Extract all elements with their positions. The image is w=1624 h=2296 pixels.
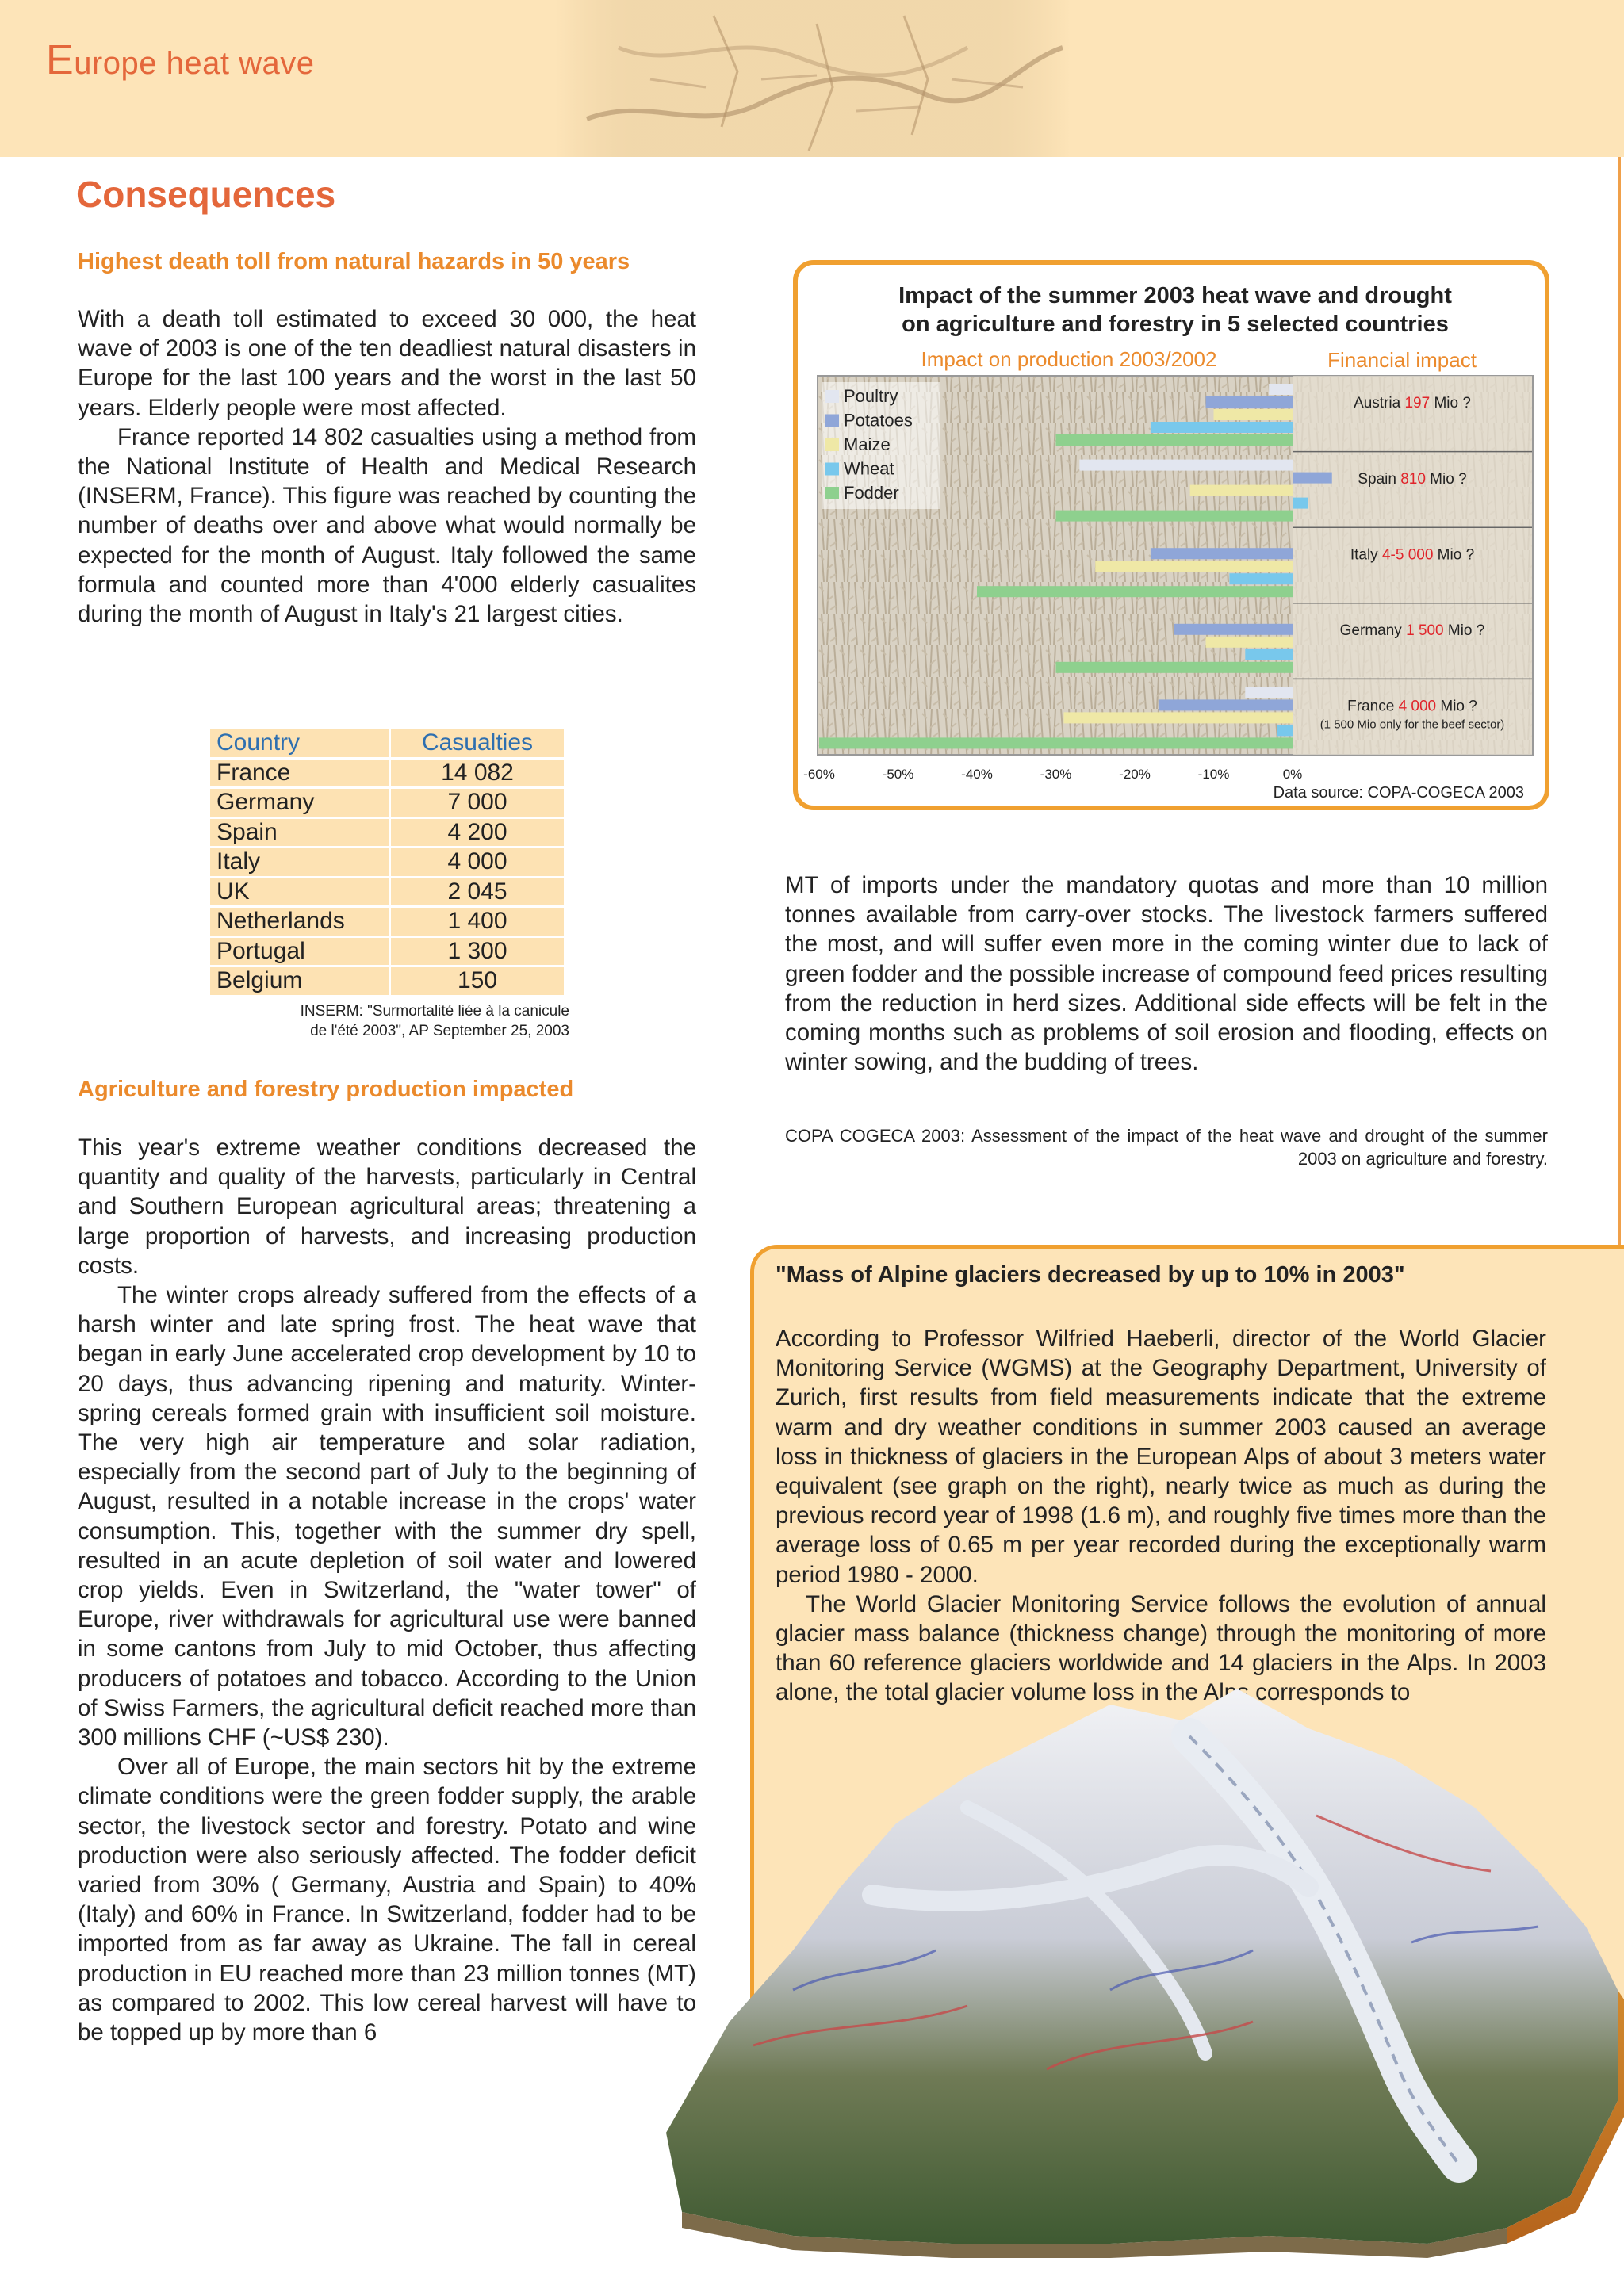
source-line: de l'été 2003", AP September 25, 2003 <box>310 1023 569 1039</box>
country-cell: France <box>210 760 389 787</box>
source-line: INSERM: "Surmortalité liée à la canicule <box>300 1003 569 1020</box>
financial-value: 4 000 <box>1398 698 1437 715</box>
header-title-rest: urope heat wave <box>74 46 315 81</box>
table-row <box>210 760 564 787</box>
x-tick-label: 0% <box>1282 767 1303 782</box>
legend-swatch-fodder <box>825 487 839 499</box>
x-tick-label: -30% <box>1040 767 1072 782</box>
agriculture-impact-chart <box>793 260 1549 810</box>
bar-potatoes-germany <box>1174 624 1293 635</box>
legend-swatch-poultry <box>825 390 839 403</box>
table-source-note <box>238 1001 569 1041</box>
section-agriculture-text <box>78 1133 696 2047</box>
bar-maize-germany <box>1206 637 1293 648</box>
chart-canvas <box>798 265 1545 806</box>
legend <box>822 382 940 509</box>
financial-country: Austria <box>1354 395 1405 412</box>
table-row <box>210 908 564 936</box>
financial-unit: Mio ? <box>1425 470 1467 488</box>
bar-fodder-france <box>819 737 1293 748</box>
bar-maize-italy <box>1095 561 1293 572</box>
casualties-cell: 1 400 <box>391 908 564 936</box>
bar-potatoes-france <box>1159 699 1293 710</box>
country-cell: Portugal <box>210 938 389 966</box>
table-header-row <box>210 729 564 757</box>
chart-subtitle-financial: Financial impact <box>1327 348 1477 372</box>
bar-potatoes-italy <box>1151 548 1293 559</box>
bar-poultry-france <box>1245 687 1293 698</box>
bar-potatoes-austria <box>1206 396 1293 408</box>
bar-wheat-germany <box>1245 649 1293 660</box>
financial-country: Italy <box>1350 546 1382 564</box>
bar-fodder-italy <box>977 586 1293 597</box>
legend-label-potatoes: Potatoes <box>844 410 913 430</box>
x-tick-label: -50% <box>882 767 914 782</box>
page-title: Consequences <box>76 174 336 215</box>
legend-swatch-maize <box>825 438 839 451</box>
section-heading-death-toll: Highest death toll from natural hazards in 50 years <box>78 249 630 274</box>
legend-label-wheat: Wheat <box>844 458 894 479</box>
financial-country: France <box>1347 698 1399 715</box>
paragraph: The winter crops already suffered from the effects of a harsh winter and late spring frost. The heat wave that began in early June accelerated crop development by 10 to 20 days, thus advancing ripening and maturity. Winter-spring cereals formed grain with insufficient soil moisture. The very high air temperature and solar radiation, especially from the second part of July to the beginning of August, resulted in a notable increase in the crops' water consumption. This, together with the summer dry spell, resulted in an acute depletion of soil water and lowered crop yields. Even in Switzerland, the "water tower" of Europe, river withdrawals for agricultural use were banned in some cantons from July to mid October, thus affecting producers of potatoes and tobacco. According to the Union of Swiss Farmers, the agricultural deficit reached more than 300 millions CHF (~US$ 230). <box>78 1282 696 1751</box>
legend-swatch-potatoes <box>825 415 839 427</box>
table-row <box>210 848 564 876</box>
bar-wheat-austria <box>1151 422 1293 433</box>
right-edge-rule <box>1618 157 1621 1251</box>
chart-title-line2: on agriculture and forestry in 5 selected countries <box>902 312 1449 337</box>
paragraph: This year's extreme weather conditions decreased the quantity and quality of the harvests, particularly in Central and Southern European agricultural areas; threatening a large proportion of harvests, and increasing production costs. <box>78 1135 696 1279</box>
table-row <box>210 938 564 966</box>
chart-title-line1: Impact of the summer 2003 heat wave and drought <box>898 283 1452 308</box>
copa-reference: COPA COGECA 2003: Assessment of the impact of the heat wave and drought of the summer 2003 on agriculture and forestry. <box>785 1126 1548 1169</box>
financial-note: (1 500 Mio only for the beef sector) <box>1320 718 1505 732</box>
casualties-cell: 2 045 <box>391 878 564 906</box>
legend-label-poultry: Poultry <box>844 386 898 406</box>
x-tick-label: -10% <box>1197 767 1230 782</box>
table-row <box>210 789 564 817</box>
country-cell: Germany <box>210 789 389 817</box>
x-axis-ticks <box>803 767 1302 782</box>
country-cell: Belgium <box>210 967 389 995</box>
section-death-toll-text <box>78 304 696 629</box>
bar-potatoes-spain <box>1293 473 1332 484</box>
table-row <box>210 878 564 906</box>
section-heading-agriculture: Agriculture and forestry production impacted <box>78 1077 574 1102</box>
chart-subtitle-production: Impact on production 2003/2002 <box>921 347 1217 371</box>
financial-label-austria <box>1354 395 1471 411</box>
x-tick-label: -60% <box>803 767 835 782</box>
financial-label-italy <box>1350 546 1474 563</box>
glacier-text <box>776 1324 1546 1708</box>
paragraph: According to Professor Wilfried Haeberli, director of the World Glacier Monitoring Service (WGMS) at the Geography Department, University of Zurich, first results from field measurements indicate that the extreme warm and dry weather conditions in summer 2003 caused an average loss in thickness of glaciers in the European Alps of about 3 meters water equivalent (see graph on the right), nearly twice as much as during the previous record year of 1998 (1.6 m), and roughly five times more than the average loss of 0.65 m per year recorded during the exceptionally warm period 1980 - 2000. <box>776 1326 1546 1588</box>
bar-poultry-spain <box>1079 460 1293 471</box>
bar-fodder-germany <box>1056 662 1293 673</box>
financial-value: 1 500 <box>1406 622 1444 639</box>
financial-country: Germany <box>1339 622 1407 639</box>
aletsch-glacier-3d-image <box>634 1689 1624 2260</box>
section-agriculture-continued <box>785 871 1548 1077</box>
column-header-casualties: Casualties <box>391 729 564 757</box>
paragraph: Over all of Europe, the main sectors hit by the extreme climate conditions were the green fodder supply, the arable sector, the livestock sector and forestry. Potato and wine production were also seriously affected. The fodder deficit varied from 30% ( Germany, Austria and Spain) to 40% (Italy) and 60% in France. In Switzerland, fodder had to be imported from as far away as Ukraine. The fall in cereal production in EU reached more than 23 million tonnes (MT) as compared to 2002. This low cereal harvest will have to be topped up by more than 6 <box>78 1754 696 2046</box>
table-row <box>210 819 564 847</box>
legend-label-fodder: Fodder <box>844 483 899 503</box>
bar-poultry-austria <box>1269 384 1293 395</box>
financial-value: 197 <box>1404 395 1431 412</box>
x-tick-label: -20% <box>1119 767 1151 782</box>
financial-unit: Mio ? <box>1443 622 1485 639</box>
financial-label-germany <box>1340 622 1485 639</box>
financial-value: 810 <box>1400 470 1426 488</box>
paragraph: MT of imports under the mandatory quotas and more than 10 million tonnes available from carry-over stocks. The livestock farmers suffered the most, and will suffer even more in the coming winter due to lack of green fodder and the possible increase of compound feed prices resulting from the reduction in herd sizes. Additional side effects will be felt in the coming months such as problems of soil erosion and flooding, effects on winter sowing, and the budding of trees. <box>785 872 1548 1076</box>
financial-label-france <box>1347 698 1477 715</box>
bar-wheat-spain <box>1293 498 1308 509</box>
casualties-cell: 4 000 <box>391 848 564 876</box>
header-title <box>46 36 314 84</box>
casualties-cell: 7 000 <box>391 789 564 817</box>
country-cell: Netherlands <box>210 908 389 936</box>
cracked-earth-image <box>555 0 1071 157</box>
header-title-initial: E <box>46 37 75 83</box>
bar-fodder-austria <box>1056 434 1293 446</box>
financial-unit: Mio ? <box>1430 395 1471 412</box>
legend-swatch-wheat <box>825 463 839 476</box>
column-header-country: Country <box>210 729 389 757</box>
financial-unit: Mio ? <box>1433 546 1475 564</box>
bar-fodder-spain <box>1056 511 1293 522</box>
casualties-cell: 14 082 <box>391 760 564 787</box>
country-cell: Italy <box>210 848 389 876</box>
header-band <box>0 0 1624 157</box>
financial-country: Spain <box>1358 470 1401 488</box>
paragraph: With a death toll estimated to exceed 30 000, the heat wave of 2003 is one of the ten deadliest natural disasters in Europe for the last 100 years and the worst in the last 50 years. Elderly people were most affected. <box>78 306 696 421</box>
casualties-cell: 150 <box>391 967 564 995</box>
casualties-cell: 1 300 <box>391 938 564 966</box>
casualties-cell: 4 200 <box>391 819 564 847</box>
table-row <box>210 967 564 995</box>
country-cell: UK <box>210 878 389 906</box>
x-tick-label: -40% <box>961 767 993 782</box>
bar-maize-spain <box>1190 485 1293 496</box>
bar-maize-austria <box>1214 409 1293 420</box>
paragraph: The World Glacier Monitoring Service follows the evolution of annual glacier mass balance (thickness change) through the monitoring of more than 60 reference glaciers worldwide and 14 glaciers in the Alps. In 2003 alone, the total glacier volume loss in the Alps corresponds to <box>776 1590 1546 1706</box>
financial-value: 4-5 000 <box>1381 546 1434 564</box>
financial-unit: Mio ? <box>1436 698 1477 715</box>
bar-maize-france <box>1063 712 1293 723</box>
bar-wheat-italy <box>1229 573 1293 584</box>
chart-source: Data source: COPA-COGECA 2003 <box>1273 784 1524 802</box>
country-cell: Spain <box>210 819 389 847</box>
bar-wheat-france <box>1277 725 1293 736</box>
paragraph: France reported 14 802 casualties using a method from the National Institute of Health and Medical Research (INSERM, France). This figure was reached by counting the number of deaths over and above what would normally be expected for the month of August. Italy followed the same formula and counted more than 4'000 elderly casualites during the month of August in Italy's 21 largest cities. <box>78 423 696 628</box>
glacier-heading: "Mass of Alpine glaciers decreased by up to 10% in 2003" <box>776 1262 1405 1288</box>
financial-label-spain <box>1358 471 1466 488</box>
casualties-table <box>208 727 566 997</box>
legend-label-maize: Maize <box>844 434 891 454</box>
